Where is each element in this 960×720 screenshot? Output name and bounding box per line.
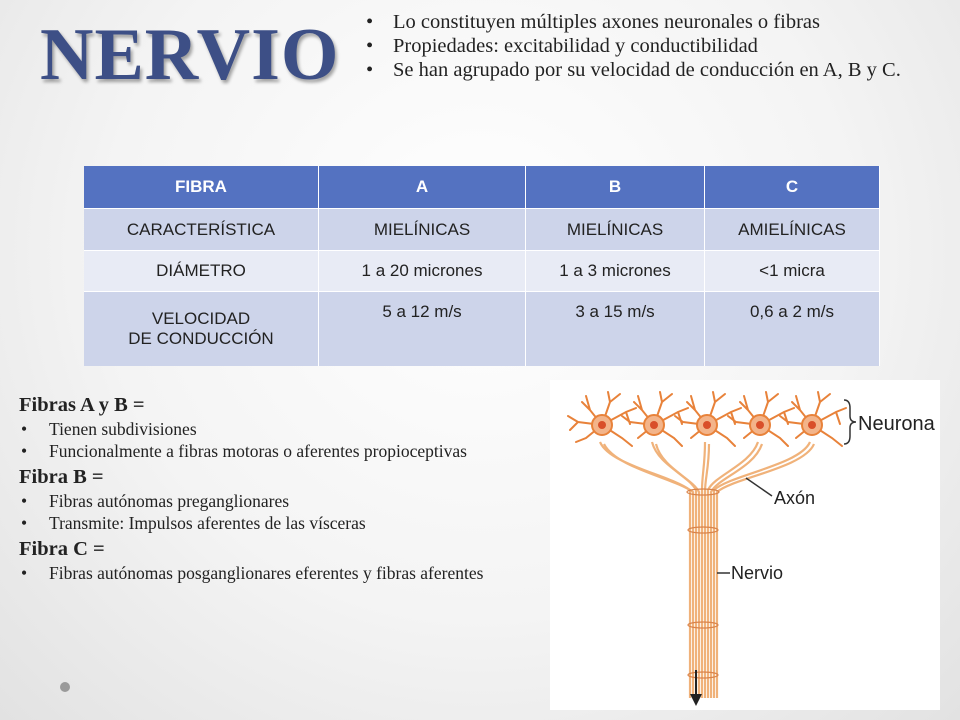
table-cell: DIÁMETRO [84,251,319,292]
nerve-diagram-svg [550,380,940,710]
nerve-diagram [550,380,940,710]
table-cell [84,292,319,367]
intro-bullet: • Lo constituyen múltiples axones neuronales o fibras [362,10,952,34]
section-list-ab [19,418,539,462]
table-header-row [84,166,880,209]
list-item: • Fibras autónomas posganglionares eferentes y fibras aferentes [19,562,539,584]
section-heading-c: Fibra C = [19,538,105,560]
table-header-cell: B [526,166,705,209]
decorative-dot [60,682,70,692]
intro-bullet: • Propiedades: excitabilidad y conductibilidad [362,34,952,58]
table-cell: MIELÍNICAS [319,209,526,251]
table-header-cell: C [705,166,880,209]
intro-bullet-list [362,10,952,82]
list-item: • Tienen subdivisiones [19,418,539,440]
arrow-down-icon [690,694,702,706]
neuron-cell [780,392,846,446]
diagram-label-nervio: Nervio [731,563,784,583]
section-heading-b: Fibra B = [19,466,104,488]
section-heading-ab: Fibras A y B = [19,394,145,416]
table-cell-line: DE CONDUCCIÓN [128,329,274,348]
table-header-cell: FIBRA [84,166,319,209]
list-item: • Transmite: Impulsos aferentes de las vísceras [19,512,539,534]
table-cell: 0,6 a 2 m/s [705,292,880,367]
table-row [84,251,880,292]
diagram-label-neurona: Neurona [858,413,935,435]
list-item: • Funcionalmente a fibras motoras o aferentes propioceptivas [19,440,539,462]
list-item: • Fibras autónomas preganglionares [19,490,539,512]
slide-title: NERVIO [40,14,340,96]
fiber-classification-table [84,166,880,366]
table-cell: CARACTERÍSTICA [84,209,319,251]
fiber-notes [19,392,539,586]
table-cell: 5 a 12 m/s [319,292,526,367]
section-list-b [19,490,539,534]
table-cell: AMIELÍNICAS [705,209,880,251]
table-header-cell: A [319,166,526,209]
neuron-brace [844,400,856,444]
section-list-c [19,562,539,584]
axon-leader-line [746,478,772,496]
table-row [84,209,880,251]
intro-bullet: • Se han agrupado por su velocidad de conducción en A, B y C. [362,58,952,82]
table-cell-line: VELOCIDAD [151,309,251,328]
table-cell: 1 a 3 micrones [526,251,705,292]
table-cell: MIELÍNICAS [526,209,705,251]
table-cell: 1 a 20 micrones [319,251,526,292]
table-row [84,292,880,367]
table-cell: 3 a 15 m/s [526,292,705,367]
table-cell: <1 micra [705,251,880,292]
diagram-label-axon: Axón [774,488,816,508]
